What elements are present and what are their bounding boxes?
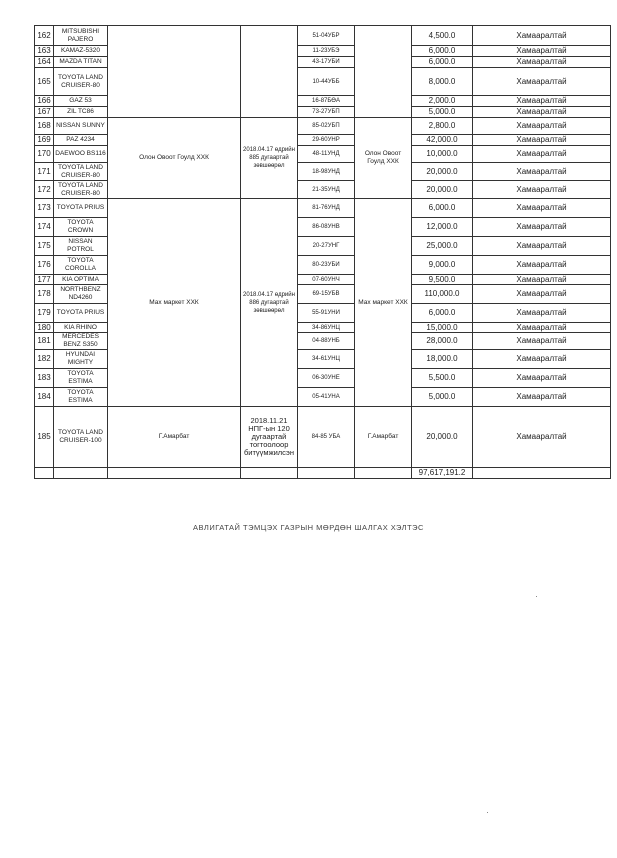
row-number: 171 <box>35 163 54 181</box>
amount: 6,000.0 <box>412 57 473 68</box>
permit-note: 2018.04.17 өдрийн 886 дугаартай зөвшөөрөл <box>241 199 298 407</box>
status: Хамааралтай <box>473 68 611 96</box>
vehicle-model: GAZ 53 <box>54 96 108 107</box>
amount: 6,000.0 <box>412 199 473 218</box>
row-number: 165 <box>35 68 54 96</box>
plate-number: 55-91УНИ <box>298 304 355 323</box>
status: Хамааралтай <box>473 26 611 46</box>
row-number: 169 <box>35 135 54 146</box>
vehicle-model: KAMAZ-5320 <box>54 46 108 57</box>
vehicle-model: TOYOTA LAND CRUISER-80 <box>54 163 108 181</box>
amount: 2,800.0 <box>412 118 473 135</box>
plate-number: 84-85 УБА <box>298 407 355 468</box>
status: Хамааралтай <box>473 46 611 57</box>
amount: 20,000.0 <box>412 181 473 199</box>
row-number: 176 <box>35 256 54 275</box>
plate-number: 51-04УБР <box>298 26 355 46</box>
owner-cell-empty <box>108 26 241 118</box>
amount: 5,000.0 <box>412 107 473 118</box>
plate-number: 21-35УНД <box>298 181 355 199</box>
vehicle-model: TOYOTA LAND CRUISER-80 <box>54 68 108 96</box>
vehicle-model: NORTHBENZ ND4260 <box>54 285 108 304</box>
vehicle-model: TOYOTA PRIUS <box>54 199 108 218</box>
owner-name-2: Мах маркет ХХК <box>355 199 412 407</box>
table-row <box>35 118 611 135</box>
total-empty <box>108 468 241 479</box>
vehicle-model: KIA OPTIMA <box>54 275 108 285</box>
plate-number: 20-27УНГ <box>298 237 355 256</box>
permit-note: 2018.11.21 НПГ-ын 120 дугаартай тогтоолоор битүүмжилсэн <box>241 407 298 468</box>
vehicle-model: PAZ 4234 <box>54 135 108 146</box>
amount: 8,000.0 <box>412 68 473 96</box>
vehicle-model: ZIL TC86 <box>54 107 108 118</box>
status: Хамааралтай <box>473 275 611 285</box>
amount: 6,000.0 <box>412 304 473 323</box>
row-number: 185 <box>35 407 54 468</box>
amount: 12,000.0 <box>412 218 473 237</box>
vehicle-table <box>34 25 611 479</box>
status: Хамааралтай <box>473 369 611 388</box>
total-empty <box>355 468 412 479</box>
plate-number: 43-17УБИ <box>298 57 355 68</box>
status: Хамааралтай <box>473 350 611 369</box>
row-number: 180 <box>35 323 54 333</box>
vehicle-model: KIA RHINO <box>54 323 108 333</box>
status: Хамааралтай <box>473 163 611 181</box>
vehicle-model: TOYOTA PRIUS <box>54 304 108 323</box>
amount: 42,000.0 <box>412 135 473 146</box>
plate-number: 80-23УБИ <box>298 256 355 275</box>
status: Хамааралтай <box>473 323 611 333</box>
vehicle-model: HYUNDAI MIGHTY <box>54 350 108 369</box>
vehicle-model: DAEWOO BS116 <box>54 146 108 163</box>
row-number: 184 <box>35 388 54 407</box>
row-number: 168 <box>35 118 54 135</box>
note-cell-empty <box>241 26 298 118</box>
table-row <box>35 199 611 218</box>
row-number: 183 <box>35 369 54 388</box>
row-number: 164 <box>35 57 54 68</box>
status: Хамааралтай <box>473 181 611 199</box>
status: Хамааралтай <box>473 237 611 256</box>
status: Хамааралтай <box>473 146 611 163</box>
row-number: 181 <box>35 333 54 350</box>
table-row <box>35 407 611 468</box>
plate-number: 05-41УНА <box>298 388 355 407</box>
row-number: 182 <box>35 350 54 369</box>
status: Хамааралтай <box>473 304 611 323</box>
plate-number: 16-87БӨА <box>298 96 355 107</box>
row-number: 166 <box>35 96 54 107</box>
status: Хамааралтай <box>473 407 611 468</box>
scan-speck <box>536 596 537 597</box>
vehicle-model: NISSAN SUNNY <box>54 118 108 135</box>
status: Хамааралтай <box>473 285 611 304</box>
plate-number: 07-60УНЧ <box>298 275 355 285</box>
status: Хамааралтай <box>473 107 611 118</box>
total-empty <box>298 468 355 479</box>
status: Хамааралтай <box>473 333 611 350</box>
vehicle-model: TOYOTA ESTIMA <box>54 388 108 407</box>
total-empty <box>473 468 611 479</box>
total-empty <box>241 468 298 479</box>
owner-name: Олон Овоот Гоулд ХХК <box>108 118 241 199</box>
row-number: 163 <box>35 46 54 57</box>
plate-number: 81-76УНД <box>298 199 355 218</box>
table-row <box>35 26 611 46</box>
vehicle-model: MAZDA TITAN <box>54 57 108 68</box>
total-empty <box>54 468 108 479</box>
amount: 25,000.0 <box>412 237 473 256</box>
permit-note: 2018.04.17 өдрийн 885 дугаартай зөвшөөрөл <box>241 118 298 199</box>
vehicle-model: NISSAN POTROL <box>54 237 108 256</box>
status: Хамааралтай <box>473 135 611 146</box>
row-number: 174 <box>35 218 54 237</box>
plate-number: 73-27УБП <box>298 107 355 118</box>
owner-name-2: Г.Амарбат <box>355 407 412 468</box>
vehicle-model: MITSUBISHI PAJERO <box>54 26 108 46</box>
owner-name-2: Олон Овоот Гоулд ХХК <box>355 118 412 199</box>
plate-number: 18-98УНД <box>298 163 355 181</box>
status: Хамааралтай <box>473 118 611 135</box>
plate-number: 06-30УНЕ <box>298 369 355 388</box>
row-number: 175 <box>35 237 54 256</box>
status: Хамааралтай <box>473 256 611 275</box>
row-number: 177 <box>35 275 54 285</box>
amount: 10,000.0 <box>412 146 473 163</box>
plate-number: 48-11УНД <box>298 146 355 163</box>
owner-name: Г.Амарбат <box>108 407 241 468</box>
grand-total: 97,617,191.2 <box>412 468 473 479</box>
plate-number: 11-23УБЭ <box>298 46 355 57</box>
plate-number: 86-08УНВ <box>298 218 355 237</box>
amount: 5,000.0 <box>412 388 473 407</box>
status: Хамааралтай <box>473 57 611 68</box>
amount: 15,000.0 <box>412 323 473 333</box>
amount: 28,000.0 <box>412 333 473 350</box>
vehicle-model: TOYOTA LAND CRUISER-100 <box>54 407 108 468</box>
plate-number: 04-88УНБ <box>298 333 355 350</box>
row-number: 170 <box>35 146 54 163</box>
total-row <box>35 468 611 479</box>
vehicle-model: TOYOTA ESTIMA <box>54 369 108 388</box>
plate-number: 34-86УНЦ <box>298 323 355 333</box>
plate-number: 10-44УББ <box>298 68 355 96</box>
owner-name: Мах маркет ХХК <box>108 199 241 407</box>
amount: 6,000.0 <box>412 46 473 57</box>
total-empty <box>35 468 54 479</box>
status: Хамааралтай <box>473 199 611 218</box>
plate-number: 29-60УНР <box>298 135 355 146</box>
row-number: 179 <box>35 304 54 323</box>
plate-number: 69-15УБВ <box>298 285 355 304</box>
status: Хамааралтай <box>473 218 611 237</box>
amount: 5,500.0 <box>412 369 473 388</box>
scan-speck <box>487 812 488 813</box>
owner2-cell-empty <box>355 26 412 118</box>
status: Хамааралтай <box>473 96 611 107</box>
amount: 20,000.0 <box>412 163 473 181</box>
vehicle-model: MERCEDES BENZ S350 <box>54 333 108 350</box>
amount: 18,000.0 <box>412 350 473 369</box>
department-footer: АВЛИГАТАЙ ТЭМЦЭХ ГАЗРЫН МӨРДӨН ШАЛГАХ ХЭЛТЭС <box>193 523 424 532</box>
vehicle-model: TOYOTA COROLLA <box>54 256 108 275</box>
amount: 9,500.0 <box>412 275 473 285</box>
plate-number: 34-61УНЦ <box>298 350 355 369</box>
vehicle-model: TOYOTA CROWN <box>54 218 108 237</box>
amount: 9,000.0 <box>412 256 473 275</box>
row-number: 178 <box>35 285 54 304</box>
vehicle-model: TOYOTA LAND CRUISER-80 <box>54 181 108 199</box>
row-number: 173 <box>35 199 54 218</box>
amount: 2,000.0 <box>412 96 473 107</box>
status: Хамааралтай <box>473 388 611 407</box>
row-number: 162 <box>35 26 54 46</box>
amount: 4,500.0 <box>412 26 473 46</box>
row-number: 167 <box>35 107 54 118</box>
amount: 110,000.0 <box>412 285 473 304</box>
amount: 20,000.0 <box>412 407 473 468</box>
plate-number: 85-02УБП <box>298 118 355 135</box>
row-number: 172 <box>35 181 54 199</box>
